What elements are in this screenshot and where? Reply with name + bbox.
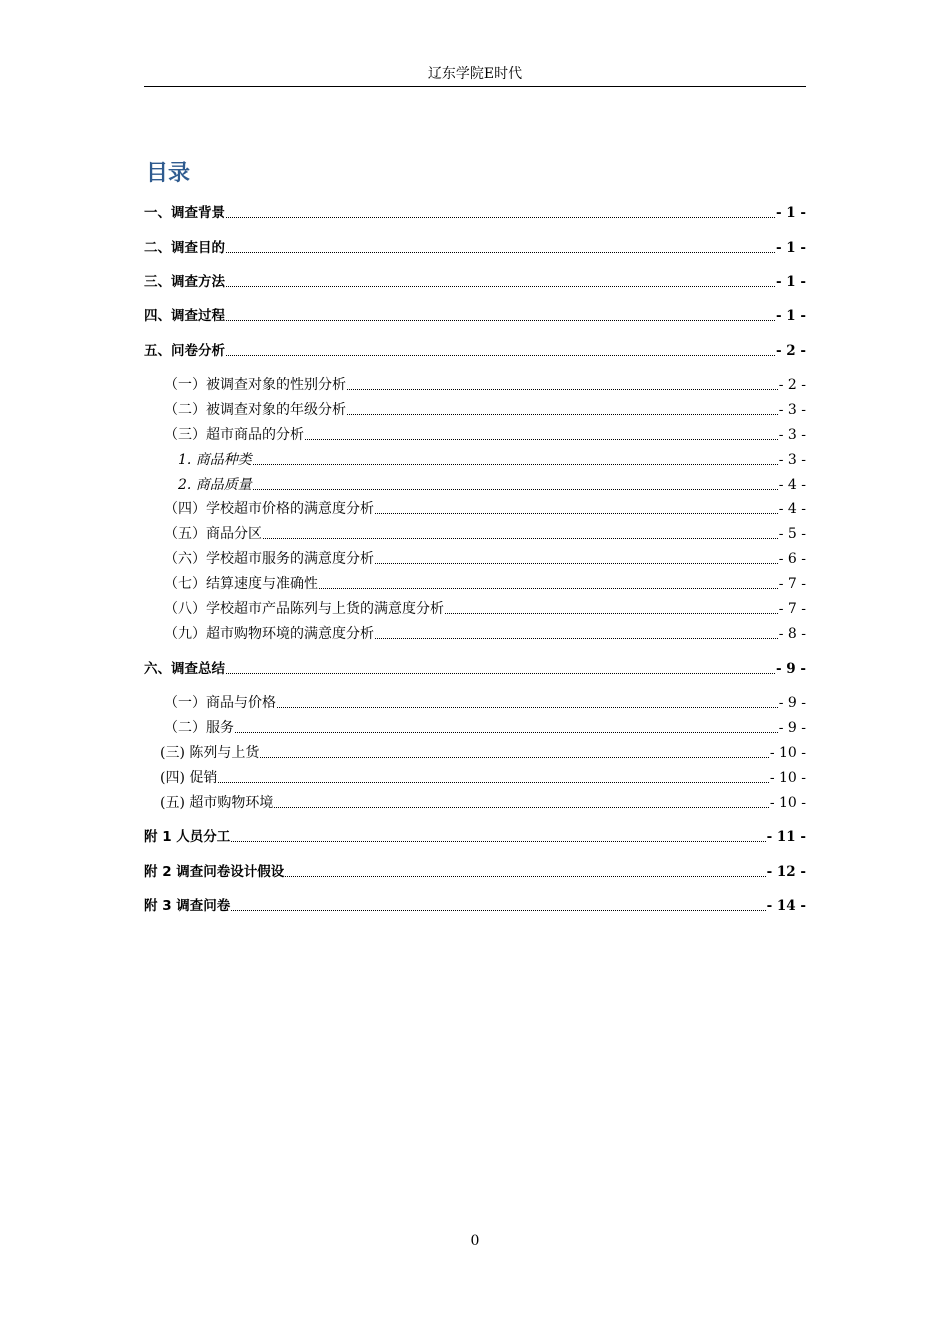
toc-entry[interactable] [144, 239, 806, 257]
page-number: 0 [470, 1233, 480, 1249]
toc-leader-dots [226, 286, 775, 287]
toc-entry-page: - 10 - [769, 745, 806, 761]
toc-leader-dots [274, 807, 768, 808]
toc-entry[interactable] [144, 451, 806, 469]
toc-entry-label: （三）超市商品的分析 [164, 427, 304, 443]
toc-entry[interactable] [144, 575, 806, 593]
toc-entry-label: 1. 商品种类 [178, 452, 252, 468]
toc-entry-page: - 3 - [778, 427, 806, 443]
toc-leader-dots [226, 217, 775, 218]
toc-leader-dots [235, 732, 778, 733]
toc-entry-page: - 9 - [778, 695, 806, 711]
toc-entry[interactable] [144, 828, 806, 846]
toc-entry-label: 三、调查方法 [144, 274, 225, 290]
toc-leader-dots [347, 389, 778, 390]
toc-entry-page: - 7 - [778, 576, 806, 592]
toc-entry[interactable] [144, 660, 806, 678]
toc-leader-dots [260, 757, 768, 758]
toc-leader-dots [319, 588, 778, 589]
toc-entry-page: - 10 - [769, 795, 806, 811]
toc-entry-label: 附 1 人员分工 [144, 829, 231, 845]
toc-entry-label: 附 2 调查问卷设计假设 [144, 864, 285, 880]
toc-leader-dots [347, 414, 778, 415]
toc-entry[interactable] [144, 401, 806, 419]
toc-leader-dots [263, 538, 778, 539]
toc-entry-page: - 3 - [778, 402, 806, 418]
toc-entry-page: - 6 - [778, 551, 806, 567]
toc-leader-dots [277, 707, 778, 708]
toc-leader-dots [445, 613, 778, 614]
toc-entry[interactable] [144, 897, 806, 915]
toc-entry-label: （二）被调查对象的年级分析 [164, 402, 346, 418]
toc-entry-label: (三) 陈列与上货 [160, 745, 260, 761]
toc-entry[interactable] [144, 204, 806, 222]
toc-entry-page: - 5 - [778, 526, 806, 542]
toc-leader-dots [375, 563, 778, 564]
toc-entry[interactable] [144, 863, 806, 881]
page-header [144, 64, 806, 87]
toc-entry-label: （二）服务 [164, 720, 234, 736]
toc-entry[interactable] [144, 307, 806, 325]
toc-entry[interactable] [144, 744, 806, 762]
toc-entry-page: - 3 - [778, 452, 806, 468]
toc-entry[interactable] [144, 342, 806, 360]
toc-entry[interactable] [144, 550, 806, 568]
toc-entry-label: （九）超市购物环境的满意度分析 [164, 626, 374, 642]
toc-entry-page: - 2 - [778, 377, 806, 393]
toc-entry[interactable] [144, 600, 806, 618]
toc-entry[interactable] [144, 794, 806, 812]
toc-entry[interactable] [144, 376, 806, 394]
toc-entry-page: - 8 - [778, 626, 806, 642]
toc-entry-label: （一）商品与价格 [164, 695, 276, 711]
toc-leader-dots [231, 841, 765, 842]
toc-entry-page: - 9 - [778, 720, 806, 736]
toc-entry-page: - 1 - [776, 205, 806, 221]
toc-leader-dots [375, 638, 778, 639]
toc-leader-dots [375, 513, 778, 514]
toc-entry-label: 六、调查总结 [144, 661, 225, 677]
toc-entry-label: (五) 超市购物环境 [160, 795, 274, 811]
toc-entry-page: - 1 - [776, 274, 806, 290]
toc-entry-page: - 4 - [778, 477, 806, 493]
toc-leader-dots [253, 464, 778, 465]
toc-leader-dots [218, 782, 768, 783]
toc-leader-dots [226, 355, 775, 356]
toc-entry-label: （六）学校超市服务的满意度分析 [164, 551, 374, 567]
toc-entry-label: 二、调查目的 [144, 240, 225, 256]
toc-entry[interactable] [144, 500, 806, 518]
toc-entry-label: （五）商品分区 [164, 526, 262, 542]
toc-title: 目录 [146, 161, 191, 186]
toc-entry[interactable] [144, 719, 806, 737]
toc-entry-page: - 1 - [776, 240, 806, 256]
toc-entry-label: 四、调查过程 [144, 308, 225, 324]
toc-entry-label: （四）学校超市价格的满意度分析 [164, 501, 374, 517]
toc-leader-dots [305, 439, 778, 440]
header-title: 辽东学院E时代 [427, 66, 523, 82]
toc-entry-label: 2. 商品质量 [178, 477, 252, 493]
toc-entry-page: - 12 - [766, 864, 806, 880]
toc-entry-page: - 11 - [766, 829, 806, 845]
toc-entry-label: 一、调查背景 [144, 205, 225, 221]
toc-leader-dots [253, 489, 778, 490]
toc-entry-label: （一）被调查对象的性别分析 [164, 377, 346, 393]
toc-entry-page: - 2 - [776, 343, 806, 359]
toc-leader-dots [226, 673, 775, 674]
toc-entry-page: - 1 - [776, 308, 806, 324]
toc-entry-label: (四) 促销 [160, 770, 218, 786]
toc-entry-page: - 7 - [778, 601, 806, 617]
toc-entry[interactable] [144, 625, 806, 643]
toc-entry-label: 五、问卷分析 [144, 343, 225, 359]
toc-entry[interactable] [144, 273, 806, 291]
toc-entry-page: - 10 - [769, 770, 806, 786]
toc-entry-label: （七）结算速度与准确性 [164, 576, 318, 592]
toc-entry[interactable] [144, 694, 806, 712]
toc-entry[interactable] [144, 476, 806, 494]
toc-entry-label: （八）学校超市产品陈列与上货的满意度分析 [164, 601, 444, 617]
toc-leader-dots [226, 252, 775, 253]
toc-entry-page: - 14 - [766, 898, 806, 914]
toc-entry[interactable] [144, 769, 806, 787]
toc-leader-dots [231, 910, 765, 911]
toc-leader-dots [226, 320, 775, 321]
toc-entry[interactable] [144, 426, 806, 444]
toc-entry-label: 附 3 调查问卷 [144, 898, 231, 914]
toc-leader-dots [285, 876, 765, 877]
toc-entry-page: - 9 - [776, 661, 806, 677]
toc-entry-page: - 4 - [778, 501, 806, 517]
toc-entry[interactable] [144, 525, 806, 543]
